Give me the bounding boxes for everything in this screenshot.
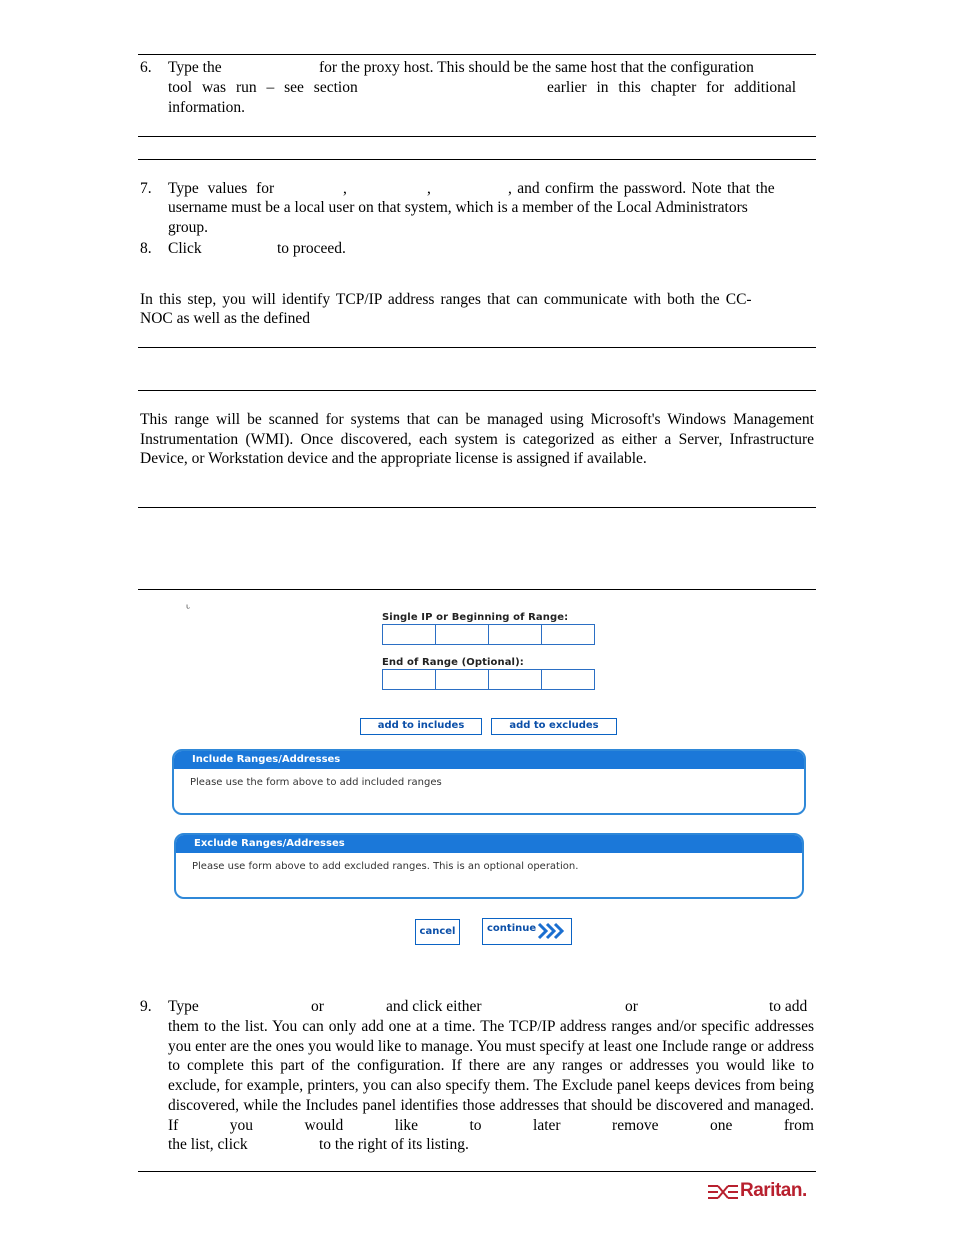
include-ranges-panel — [172, 749, 806, 815]
rule-3 — [138, 159, 816, 160]
step6-text-b: for the proxy host. This should be the same host that the configuration — [319, 59, 754, 76]
begin-octet-3[interactable] — [489, 625, 542, 644]
rule-4 — [138, 347, 816, 348]
step9-last-b: to the right of its listing. — [319, 1136, 469, 1153]
intro-line-2: NOC as well as the defined — [140, 310, 311, 327]
step9-word-type: Type — [168, 998, 199, 1015]
end-range-label: End of Range (Optional): — [382, 657, 524, 668]
step8-text-b: to proceed. — [277, 240, 346, 257]
chevron-arrows-icon — [537, 922, 571, 940]
begin-octet-1[interactable] — [383, 625, 436, 644]
rule-2 — [138, 136, 816, 137]
continue-button[interactable] — [482, 918, 572, 945]
step8-number: 8. — [140, 240, 152, 257]
step7-text-d: group. — [168, 219, 209, 236]
exclude-panel-title: Exclude Ranges/Addresses — [176, 835, 802, 853]
continue-label: continue — [487, 923, 537, 934]
include-panel-message: Please use the form above to add included ranges — [190, 777, 442, 788]
cursor-mark: ᒡ — [186, 604, 191, 615]
footer-rule — [138, 1171, 816, 1172]
step7-text-a: Type values for — [168, 180, 275, 197]
step9-number: 9. — [140, 998, 152, 1015]
raritan-brand-text: Raritan. — [740, 1180, 807, 1201]
end-octet-3[interactable] — [489, 670, 542, 689]
step9-word-or-1: or — [311, 998, 324, 1015]
step6-text-a: Type the — [168, 59, 222, 76]
end-octet-2[interactable] — [436, 670, 489, 689]
step6-text-e: information. — [168, 99, 246, 116]
step9-body: them to the list. You can only add one at a time. The TCP/IP address ranges and/or specific addresses you enter are the ones you would like to manage. You must specify at least one Include range or address to complete this part of the configuration. If there are any ranges or addresses you would like to exclude, for example, printers, you can also specify them. The Exclude panel keeps devices from being discovered, while the Includes panel identifies those addresses that should be discovered and managed. If you would like to later remove one from — [168, 1018, 814, 1134]
step9-word-or-2: or — [625, 998, 638, 1015]
begin-octet-4[interactable] — [542, 625, 594, 644]
end-range-input[interactable] — [382, 669, 595, 690]
add-to-excludes-button[interactable]: add to excludes — [491, 718, 617, 735]
raritan-logo — [706, 1180, 812, 1204]
rule-7 — [138, 589, 816, 590]
include-panel-title: Include Ranges/Addresses — [174, 751, 804, 769]
step6-text-c: tool was run – see section — [168, 79, 358, 96]
begin-range-label: Single IP or Beginning of Range: — [382, 612, 569, 623]
step7-comma-1: , — [343, 180, 347, 197]
step7-text-b: , and confirm the password. Note that the — [508, 180, 775, 197]
add-to-includes-button[interactable]: add to includes — [360, 718, 482, 735]
raritan-mark-icon — [706, 1182, 740, 1202]
step9-word-click: and click either — [386, 998, 482, 1015]
end-octet-1[interactable] — [383, 670, 436, 689]
top-rule — [138, 54, 816, 55]
ip-range-form-screenshot — [138, 592, 816, 954]
step7-number: 7. — [140, 180, 152, 197]
end-octet-4[interactable] — [542, 670, 594, 689]
step6-text-d: earlier in this chapter for additional — [547, 79, 797, 96]
exclude-ranges-panel — [174, 833, 804, 899]
step9-last-a: the list, click — [168, 1136, 248, 1153]
rule-5 — [138, 390, 816, 391]
step6-number: 6. — [140, 59, 152, 76]
cancel-button[interactable]: cancel — [415, 919, 460, 945]
begin-range-input[interactable] — [382, 624, 595, 645]
exclude-panel-message: Please use form above to add excluded ranges. This is an optional operation. — [192, 861, 579, 872]
step8-text-a: Click — [168, 240, 202, 257]
begin-octet-2[interactable] — [436, 625, 489, 644]
step7-text-c: username must be a local user on that system, which is a member of the Local Administrators — [168, 199, 748, 216]
step9-word-to-add: to add — [769, 998, 808, 1015]
range-paragraph: This range will be scanned for systems that can be managed using Microsoft's Windows Management Instrumentation (WMI). Once discovered, each system is categorized as either a Server, Infrastructure Device, or Workstation device and the appropriate license is assigned if available. — [140, 411, 814, 468]
rule-6 — [138, 507, 816, 508]
intro-line-1: In this step, you will identify TCP/IP address ranges that can communicate with both the CC- — [140, 291, 752, 308]
step7-comma-2: , — [427, 180, 431, 197]
